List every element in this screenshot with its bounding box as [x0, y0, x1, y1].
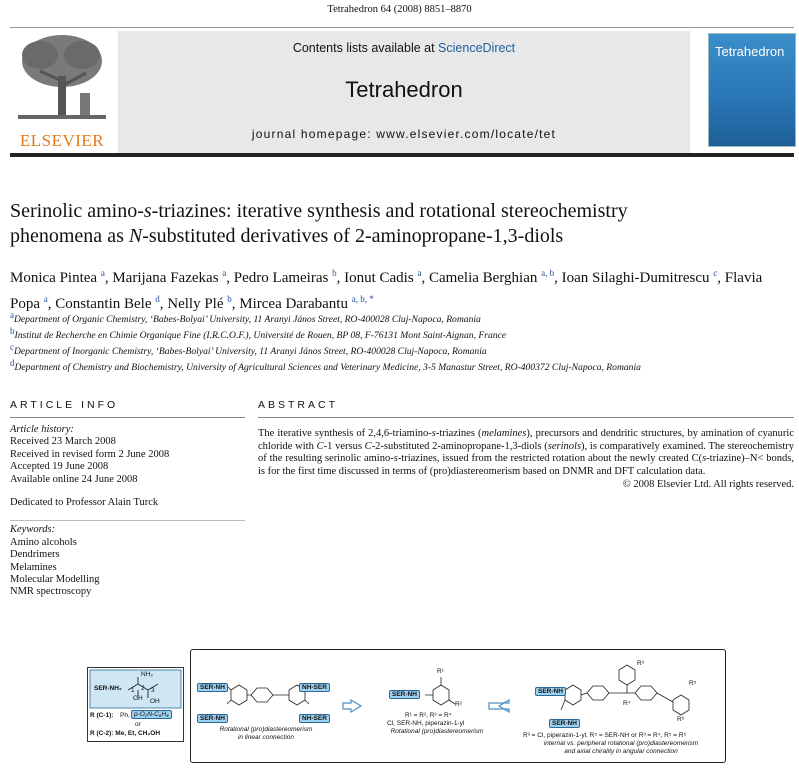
abstract-heading: ABSTRACT [258, 399, 339, 411]
oh-label: OH [150, 698, 160, 705]
ser-nh-tag: SER-NH [549, 719, 580, 728]
affiliation: $^b$Institut de Recherche en Chimie Organique Fine (I.R.C.O.F.), Université de Rouen, BP 08, F-76131 Mont Saint-Aignan, France [10, 325, 507, 342]
r1-label: R¹ [437, 668, 444, 675]
article-info-heading: ARTICLE INFO [10, 399, 119, 411]
center-substituents: Cl, SER-NH, piperazin-1-yl [387, 720, 465, 727]
right-caption: and axial chirality in angular connection [564, 748, 678, 755]
ser-nh-tag: SER-NH [197, 714, 228, 723]
author-affiliation-mark[interactable]: b [332, 268, 337, 278]
journal-homepage-link[interactable]: journal homepage: www.elsevier.com/locate/tet [251, 127, 557, 141]
contents-prefix: Contents lists available at [292, 41, 439, 55]
nh-ser-tag: NH-SER [299, 683, 330, 692]
keyword: Melamines [10, 561, 57, 573]
author-affiliation-mark[interactable]: c [713, 268, 718, 278]
locant-label: 1 [131, 687, 135, 694]
graphical-abstract [190, 649, 726, 763]
author-affiliation-mark[interactable]: a [222, 268, 227, 278]
title-text: -triazines: iterative synthesis and rotational stereochemistry [151, 200, 628, 222]
nh-ser-tag: NH-SER [299, 714, 330, 723]
contents-line [118, 41, 690, 55]
header-top-rule [10, 27, 794, 28]
r4-label: R⁴ [623, 700, 631, 707]
ser-nh2-label: SER-NH₂ [94, 685, 122, 692]
affiliation-list [10, 310, 794, 374]
r3-label: R³ [637, 660, 644, 667]
r-c1-label: R (C-1): [90, 712, 114, 719]
journal-title: Tetrahedron [345, 77, 463, 102]
title-italic-s: s [143, 200, 152, 222]
left-caption: Rotational (pro)diastereomerism [219, 726, 313, 733]
locant-label: 2 [141, 685, 145, 692]
left-caption: in linear connection [237, 734, 294, 741]
sciencedirect-link[interactable]: ScienceDirect [438, 41, 516, 55]
author-affiliation-mark[interactable]: b [227, 294, 232, 304]
header-bottom-rule [10, 153, 794, 157]
publisher-logo [10, 31, 114, 155]
author[interactable] [10, 270, 105, 286]
title-text: phenomena as [10, 225, 129, 247]
nh2-label: NH₂ [141, 671, 153, 678]
author-affiliation-mark[interactable]: a, b [541, 268, 555, 278]
r-c2-label: R (C-2): Me, Et, CH₂OH [90, 730, 161, 737]
keyword: NMR spectroscopy [10, 586, 92, 598]
author[interactable] [112, 270, 226, 286]
history-label: Article history: [10, 424, 74, 435]
or-label: or [135, 721, 141, 728]
keywords-label: Keywords: [10, 524, 56, 536]
author-affiliation-mark[interactable]: a [100, 268, 105, 278]
author[interactable] [429, 270, 554, 286]
history-item: Available online 24 June 2008 [10, 473, 138, 485]
ser-nh-tag: SER-NH [535, 687, 566, 696]
article-info [10, 424, 245, 599]
title-text: Serinolic amino- [10, 200, 144, 222]
dedication: Dedicated to Professor Alain Turck [10, 497, 159, 509]
copyright: © 2008 Elsevier Ltd. All rights reserved. [622, 479, 794, 491]
right-caption: internal vs. peripheral rotational (pro)diastereomerism [543, 740, 699, 747]
article-title [10, 199, 794, 249]
author[interactable] [562, 270, 718, 286]
elsevier-wordmark: ELSEVIER [19, 131, 105, 150]
author-name: Ioan Silaghi-Dumitrescu [561, 270, 710, 286]
history-item: Received in revised form 2 June 2008 [10, 448, 170, 460]
keyword: Amino alcohols [10, 536, 77, 548]
graphic-reagent-box [87, 667, 184, 742]
center-caption: Rotational (pro)diastereomerism [390, 728, 484, 735]
ser-nh-tag: SER-NH [389, 690, 420, 699]
author[interactable] [344, 270, 421, 286]
oh-label: OH [133, 695, 143, 702]
author-name: Flavia Popa [10, 270, 763, 312]
abstract-paragraph: The iterative synthesis of 2,4,6-triamino-s-triazines (melamines), precursors and dendritic structures, by amination of cyanuric chloride with C-1 versus C-2-substituted 2-aminopropane-1,3-diols (serinols), is comparatively examined. The stereochemistry of the resulting serinolic amino-s-triazines, issued from the restricted rotation about the newly created C(s-triazine)–N< bonds, is for the first time discussed in terms of (pro)diastereomerism based on DNMR and DFT calculation data. [258, 428, 795, 477]
r6-label: R⁶ [677, 716, 685, 723]
r2-label: R² [455, 701, 462, 708]
history-item: Accepted 19 June 2008 [10, 461, 109, 473]
title-text: -substituted derivatives of 2-aminopropane-1,3-diols [142, 225, 564, 247]
author-name: Nelly Plé [167, 296, 224, 312]
author-name: Mircea Darabantu [239, 296, 348, 312]
author-affiliation-mark[interactable]: a [417, 268, 422, 278]
journal-cover [708, 33, 796, 147]
author[interactable] [234, 270, 337, 286]
tree-logo-icon [10, 31, 114, 131]
affiliation: $^a$Department of Organic Chemistry, ‘Babes-Bolyai’ University, 11 Aranyi János Street, RO-400028 Cluj-Napoca, Romania [10, 310, 481, 326]
title-italic-n: N [128, 225, 143, 247]
abstract-body [258, 428, 794, 492]
article-info-rule [10, 417, 245, 418]
author-name: Ionut Cadis [344, 270, 414, 286]
journal-banner [118, 31, 690, 155]
author-name: Constantin Bele [55, 296, 152, 312]
author-affiliation-mark[interactable]: a [43, 294, 48, 304]
author-name: Camelia Berghian [428, 270, 538, 286]
ser-nh-tag: SER-NH [197, 683, 228, 692]
journal-reference: Tetrahedron 64 (2008) 8851–8870 [327, 4, 472, 15]
affiliation: $^c$Department of Inorganic Chemistry, ‘Babes-Bolyai’ University, 11 Aranyi János Street, RO-400028 Cluj-Napoca, Romania [10, 341, 487, 358]
r-c1-ph: Ph, [120, 712, 130, 719]
author-affiliation-mark[interactable]: d [155, 294, 160, 304]
history-item: Received 23 March 2008 [10, 436, 116, 448]
cover-title: Tetrahedron [715, 44, 785, 59]
author-name: Pedro Lameiras [233, 270, 329, 286]
locant-label: 3 [151, 687, 155, 694]
abstract-rule [258, 417, 794, 418]
center-eq: R¹ = R², R³ = R⁴ [405, 712, 452, 719]
author-affiliation-mark[interactable]: a, b, * [351, 294, 374, 304]
author-name: Marijana Fazekas [112, 270, 219, 286]
affiliation: $^d$Department of Chemistry and Biochemistry, University of Agricultural Sciences and Veterinary Medicine, 3-5 Manastur Street, RO-400372 Cluj-Napoca, Romania [10, 357, 641, 374]
r5-label: R⁵ [689, 680, 697, 687]
r-c1-substituent: p-O₂N-C₆H₄ [131, 710, 172, 719]
author-list: Monica Pintea $^a$, Marijana Fazekas $^a$, Pedro Lameiras $^b$, Ionut Cadis $^a$, Camelia Berghian $^{a, b}$, Ioan Silaghi-Dumitrescu $^c$, Flavia Popa $^a$, Constantin Bele $^d$, Nelly Plé $^b$, Mircea Darabantu $^{a, b, *}$ [10, 268, 763, 312]
keyword: Dendrimers [10, 549, 60, 561]
author-name: Monica Pintea [10, 270, 98, 286]
keyword: Molecular Modelling [10, 574, 100, 586]
right-eq: R³ = Cl, piperazin-1-yl, R⁵ = SER-NH or R³ = R⁴, R⁵ = R⁶ [523, 732, 687, 739]
